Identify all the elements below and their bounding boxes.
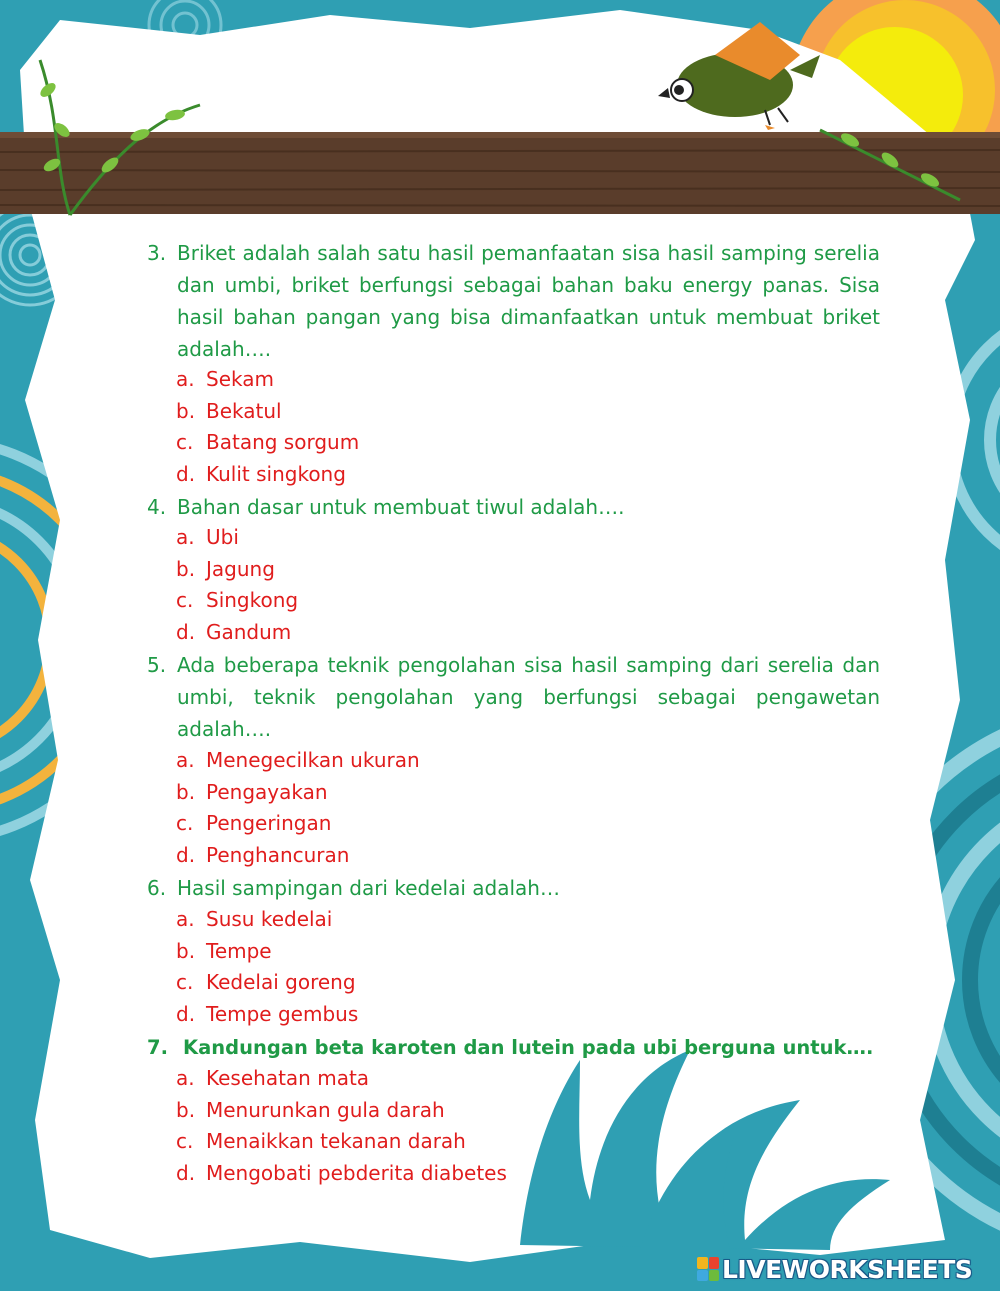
- option-text: Sekam: [206, 367, 274, 391]
- option-text: Tempe: [206, 938, 272, 963]
- option-letter: c.: [176, 970, 194, 995]
- option-letter: d.: [176, 843, 196, 868]
- question-4: [147, 491, 880, 523]
- option-letter: d.: [176, 462, 196, 487]
- question-7: [147, 1032, 880, 1064]
- question-number: 4.: [147, 495, 167, 519]
- question-text: Briket adalah salah satu hasil pemanfaatan sisa hasil samping serelia dan umbi, briket berfungsi sebagai bahan baku energy panas. Sisa hasil bahan pangan yang bisa dimanfaatkan untuk membuat briket adalah….: [177, 241, 880, 361]
- option-text: Kulit singkong: [206, 462, 346, 487]
- option-letter: c.: [176, 1129, 194, 1154]
- option-text: Pengayakan: [206, 779, 328, 804]
- option-letter: a.: [176, 907, 195, 931]
- question-text: Bahan dasar untuk membuat tiwul adalah….: [177, 495, 625, 519]
- option-text: Bekatul: [206, 398, 282, 423]
- option-letter: b.: [176, 1097, 196, 1122]
- option-text: Pengeringan: [206, 811, 332, 836]
- option-letter: a.: [176, 525, 195, 549]
- option-letter: b.: [176, 398, 196, 423]
- liveworksheets-branding: [697, 1253, 972, 1285]
- option-letter: d.: [176, 1002, 196, 1027]
- option-text: Penghancuran: [206, 843, 350, 868]
- question-5: [147, 649, 880, 745]
- liveworksheets-wordmark: LIVEWORKSHEETS: [722, 1254, 973, 1284]
- option-text: Kedelai goreng: [206, 970, 356, 995]
- option-letter: b.: [176, 938, 196, 963]
- option-letter: d.: [176, 620, 196, 645]
- question-number: 5.: [147, 653, 167, 677]
- option-letter: c.: [176, 811, 194, 836]
- option-letter: b.: [176, 779, 196, 804]
- question-number: 3.: [147, 241, 167, 265]
- question-3: [147, 237, 880, 365]
- option-text: Tempe gembus: [206, 1002, 359, 1027]
- option-letter: a.: [176, 1066, 195, 1090]
- option-text: Susu kedelai: [206, 907, 333, 931]
- option-letter: b.: [176, 556, 196, 581]
- option-text: Ubi: [206, 525, 239, 549]
- option-text: Menaikkan tekanan darah: [206, 1129, 466, 1154]
- question-text: Ada beberapa teknik pengolahan sisa hasil samping dari serelia dan umbi, teknik pengolahan yang berfungsi sebagai pengawetan adalah….: [177, 653, 880, 741]
- option-text: Batang sorgum: [206, 430, 360, 455]
- question-number: 6.: [147, 876, 167, 900]
- option-text: Singkong: [206, 588, 299, 613]
- option-text: Menegecilkan ukuran: [206, 748, 420, 772]
- question-6: [147, 872, 880, 904]
- option-text: Mengobati pebderita diabetes: [206, 1161, 507, 1186]
- question-text: Kandungan beta karoten dan lutein pada ubi berguna untuk….: [183, 1036, 874, 1059]
- option-letter: d.: [176, 1161, 196, 1186]
- question-text: Hasil sampingan dari kedelai adalah…: [177, 876, 560, 900]
- option-letter: c.: [176, 430, 194, 455]
- option-letter: a.: [176, 748, 195, 772]
- option-letter: c.: [176, 588, 194, 613]
- option-text: Gandum: [206, 620, 292, 645]
- option-text: Menurunkan gula darah: [206, 1097, 445, 1122]
- question-number: 7.: [147, 1036, 168, 1059]
- option-letter: a.: [176, 367, 195, 391]
- liveworksheets-logo-icon: [697, 1257, 719, 1281]
- option-text: Jagung: [206, 556, 275, 581]
- option-text: Kesehatan mata: [206, 1066, 370, 1090]
